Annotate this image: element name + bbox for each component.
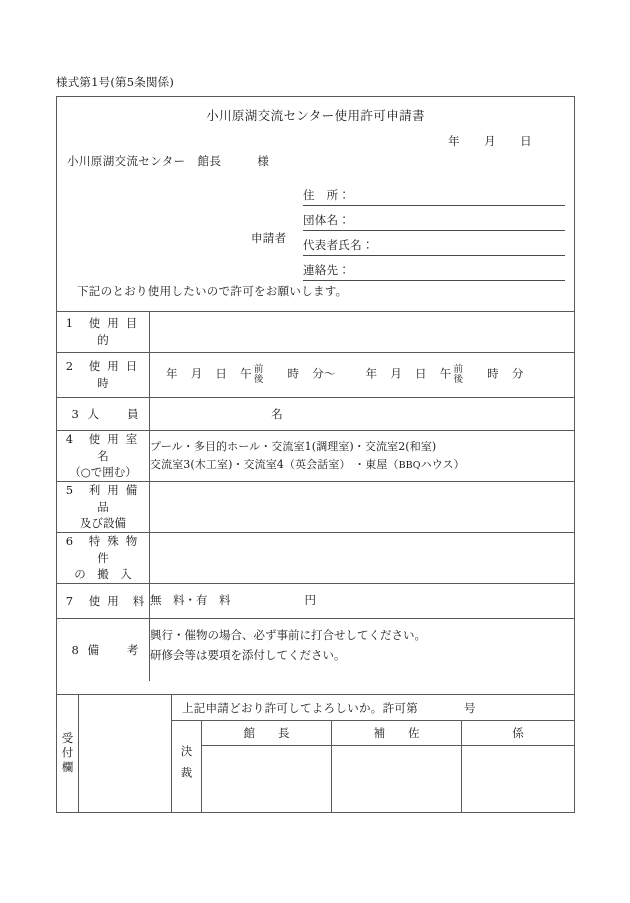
row-label-text-8: 備 考 [87, 642, 139, 657]
addressee-role: 館長 [197, 154, 222, 168]
addressee-line [67, 153, 269, 169]
signature-header-assistant: 補 佐 [332, 721, 462, 745]
addressee-organization: 小川原湖交流センター [67, 154, 186, 168]
contact-label: 連絡先： [303, 263, 351, 277]
table-row-purpose [57, 312, 574, 353]
start-day-label: 日 [215, 367, 228, 381]
datetime-expression [150, 365, 574, 384]
row-label-remarks [57, 619, 150, 682]
start-year-label: 年 [166, 367, 178, 381]
row-number-1: 1 [65, 316, 74, 331]
date-year-label: 年 [448, 134, 461, 148]
room-options-line2[interactable] [150, 456, 574, 474]
row-number-7: 7 [65, 593, 74, 608]
room-options-line2-part3: ハウス） [420, 458, 465, 471]
row-sublabel-rooms: （○で囲む） [69, 465, 137, 480]
signature-header-row [202, 721, 574, 746]
row-label-text-5: 利 用 備品 [88, 483, 138, 514]
fee-type-options[interactable]: 無 料・有 料 [150, 593, 231, 608]
people-unit-label: 名 [271, 407, 283, 421]
row-sublabel-equipment: 及び設備 [80, 516, 126, 531]
intro-text: 下記のとおり使用したいので許可をお願いします。 [77, 284, 348, 298]
fee-yen-label: 円 [304, 593, 316, 608]
document-title: 小川原湖交流センター使用許可申請書 [206, 108, 425, 123]
row-number-2: 2 [65, 359, 74, 374]
approval-number-unit: 号 [464, 700, 476, 715]
row-label-rooms [57, 431, 150, 482]
start-minute-label: 分～ [312, 367, 336, 381]
row-label-text-1: 使 用 目的 [88, 316, 138, 347]
signature-cell-assistant[interactable] [332, 746, 462, 812]
row-value-equipment[interactable] [150, 482, 575, 533]
row-number-4: 4 [65, 432, 74, 446]
contact-field-row[interactable] [303, 256, 565, 281]
receipt-column-label: 受付欄 [57, 695, 79, 812]
end-gogo-label: 午 [439, 367, 452, 381]
representative-label: 代表者氏名： [303, 238, 374, 252]
date-month-label: 月 [484, 134, 497, 148]
table-row-people [57, 398, 574, 431]
remarks-notes [150, 625, 574, 665]
row-number-3: 3 [71, 406, 79, 421]
end-ampm-toggle[interactable] [453, 365, 463, 384]
row-value-datetime[interactable] [150, 353, 575, 398]
table-row-remarks [57, 619, 574, 682]
table-row-fee [57, 584, 574, 619]
application-table [57, 311, 574, 681]
row-label-text-3: 人 員 [87, 406, 139, 421]
remarks-note-1: 興行・催物の場合、必ず事前に打合せしてください。 [150, 628, 426, 643]
start-pm-label: 後 [253, 373, 264, 385]
row-sublabel-special-items: の 搬 入 [74, 567, 132, 582]
date-line [438, 133, 542, 149]
room-options-line2-part1: 交流室3(木工室)・交流室4（英会話室） ・東屋（ [150, 458, 399, 471]
row-label-text-4: 使 用 室名 [88, 432, 138, 463]
remarks-note-2: 研修会等は要項を添付してください。 [150, 648, 346, 663]
row-label-text-6: 特 殊 物件 [88, 534, 138, 565]
row-number-5: 5 [65, 483, 74, 498]
row-value-rooms[interactable] [150, 431, 575, 482]
approval-question-row[interactable] [172, 695, 574, 721]
end-am-label: 前 [453, 363, 464, 375]
end-hour-label: 時 [487, 367, 499, 381]
row-label-equipment [57, 482, 150, 533]
signature-cell-staff[interactable] [462, 746, 574, 812]
end-year-label: 年 [365, 367, 378, 381]
approval-body [172, 721, 574, 812]
date-day-label: 日 [520, 134, 532, 148]
form-frame [56, 96, 575, 813]
receipt-stamp-area[interactable] [79, 695, 172, 812]
end-minute-label: 分 [511, 367, 524, 381]
row-label-fee [57, 584, 150, 619]
table-row-datetime [57, 353, 574, 398]
row-number-8: 8 [71, 642, 79, 657]
kessai-column-label: 決裁 [172, 721, 202, 812]
end-pm-label: 後 [453, 373, 464, 385]
representative-field-row[interactable] [303, 231, 565, 256]
start-gogo-label: 午 [240, 367, 252, 381]
room-options [150, 438, 574, 473]
end-day-label: 日 [415, 367, 427, 381]
address-label: 住 所： [303, 188, 351, 202]
applicant-label: 申請者 [251, 231, 287, 245]
start-am-label: 前 [253, 363, 264, 375]
start-ampm-toggle[interactable] [254, 365, 264, 384]
row-label-people [57, 398, 150, 431]
signature-table [202, 721, 574, 812]
table-row-special-items [57, 533, 574, 584]
end-month-label: 月 [390, 367, 403, 381]
form-number: 様式第1号(第5条関係) [56, 75, 175, 89]
signature-cell-director[interactable] [202, 746, 332, 812]
start-hour-label: 時 [287, 367, 300, 381]
applicant-block [251, 181, 565, 281]
signature-body-row [202, 746, 574, 812]
receipt-approval-block [57, 694, 574, 812]
start-month-label: 月 [190, 367, 203, 381]
row-value-fee[interactable] [150, 584, 575, 619]
row-label-special-items [57, 533, 150, 584]
table-row-equipment [57, 482, 574, 533]
row-label-purpose [57, 312, 150, 353]
organization-label: 団体名： [303, 213, 351, 227]
row-value-people[interactable] [150, 398, 575, 431]
row-label-text-7: 使 用 料 [88, 593, 145, 608]
approval-question-text: 上記申請どおり許可してよろしいか。許可第 [182, 700, 418, 715]
row-number-6: 6 [65, 534, 74, 549]
approval-section [172, 695, 574, 812]
table-row-rooms [57, 431, 574, 482]
row-value-special-items[interactable] [150, 533, 575, 584]
row-label-datetime [57, 353, 150, 398]
room-options-line1[interactable]: プール・多目的ホール・交流室1(調理室)・交流室2(和室) [150, 440, 437, 454]
signature-header-director: 館 長 [202, 721, 332, 745]
header-block [57, 97, 574, 311]
row-value-remarks[interactable] [150, 619, 575, 682]
addressee-honorific: 様 [257, 154, 270, 168]
address-field-row[interactable] [303, 181, 565, 206]
row-label-text-2: 使 用 日時 [88, 359, 138, 390]
signature-header-staff: 係 [512, 726, 524, 740]
bbq-label: BBQ [398, 460, 421, 471]
organization-field-row[interactable] [303, 206, 565, 231]
row-value-purpose[interactable] [150, 312, 575, 353]
